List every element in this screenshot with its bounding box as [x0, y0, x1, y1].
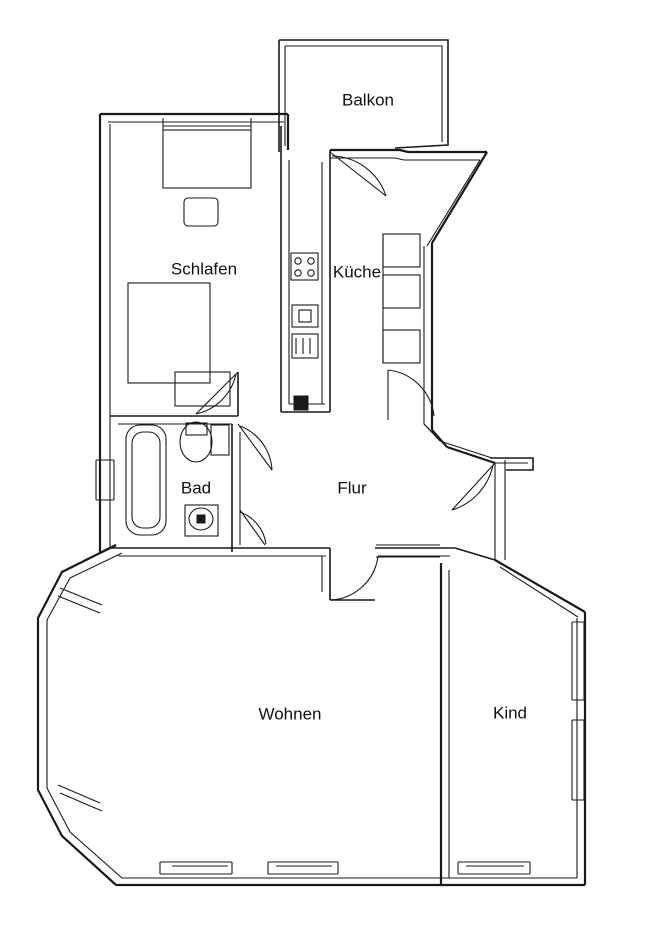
- room-label-schlafen: Schlafen: [170, 259, 238, 279]
- interior-walls: [110, 126, 495, 885]
- kitchen-fixtures: [291, 234, 420, 410]
- room-label-kind: Kind: [492, 703, 528, 723]
- room-label-kueche: Küche: [332, 262, 382, 282]
- bathroom-fixtures: [126, 422, 229, 536]
- door-swings: [196, 152, 495, 600]
- outer-walls: [38, 114, 585, 885]
- room-label-flur: Flur: [337, 478, 367, 498]
- room-labels: [171, 90, 527, 723]
- room-label-bad: Bad: [180, 478, 212, 498]
- room-label-balkon: Balkon: [342, 90, 394, 110]
- room-label-wohnen: Wohnen: [258, 704, 322, 724]
